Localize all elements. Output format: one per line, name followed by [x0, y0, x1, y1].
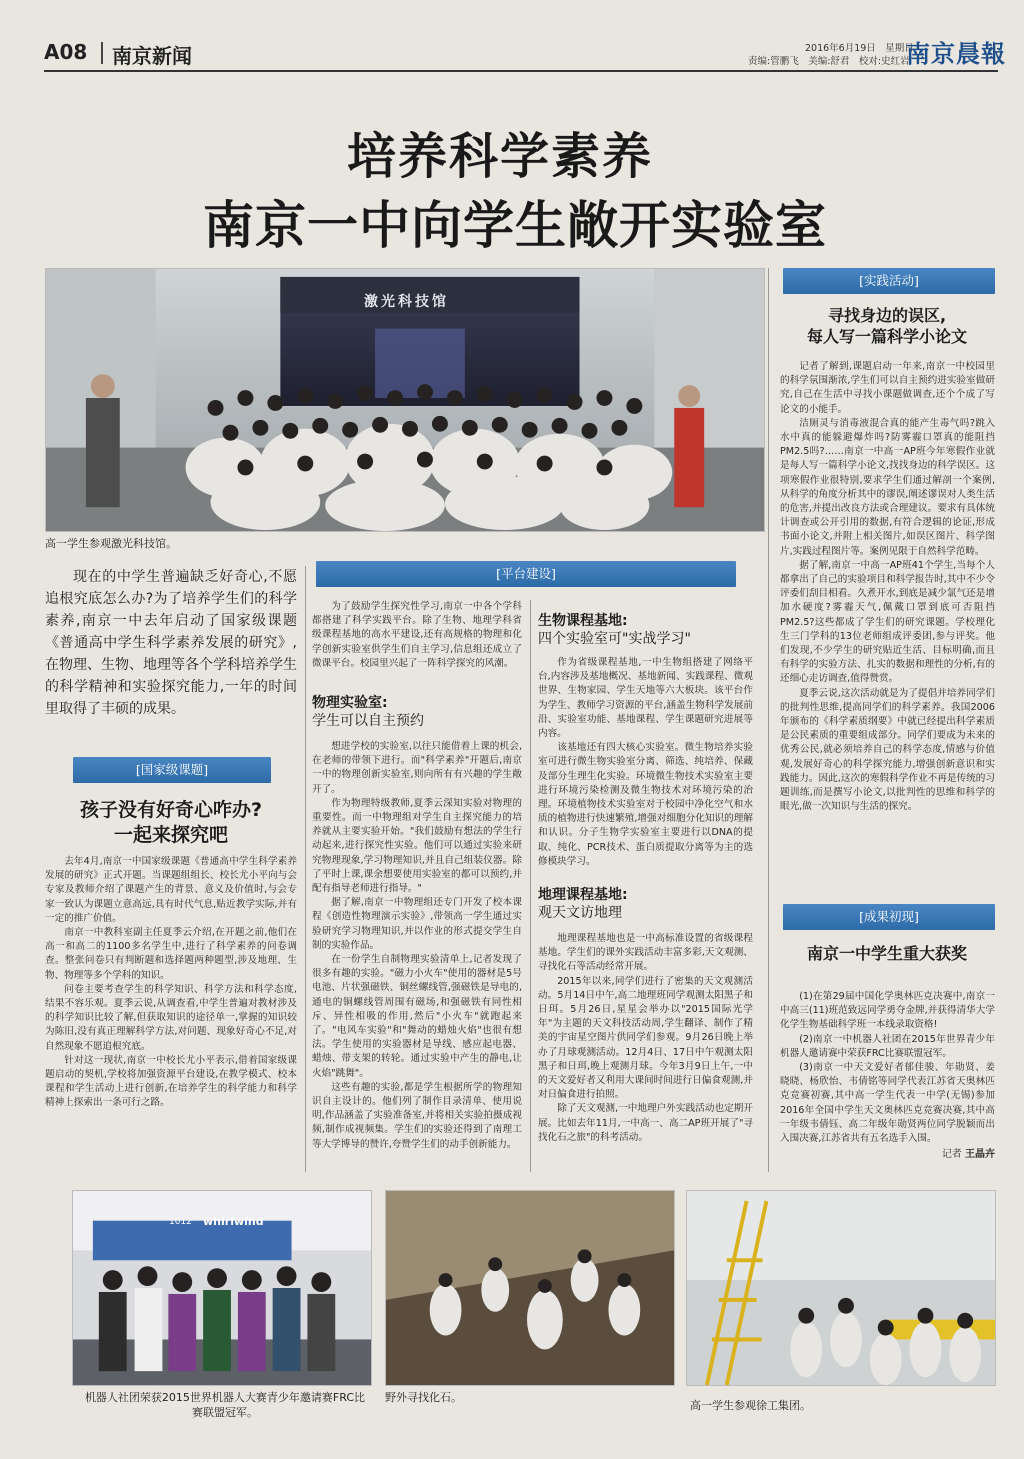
paragraph: 问卷主要考查学生的科学知识、科学方法和科学态度,结果不容乐观。夏季云说,从调查看,中学生普遍对教材涉及的科学知识比较了解,但获取知识的途径单一,掌握的知识较为陈旧,没有真正理解科学方法,对问题、现象好奇心不足,对自然现象不愿追根究底。	[45, 983, 297, 1052]
paragraph: 这些有趣的实验,都是学生根据所学的物理知识自主设计的。他们列了制作目录清单、使用说明,作品涵盖了实验准备室,并将相关实验拍摄成视频,制作成视频集。学生们的实验还得到了南理工等大学博导的赞许,夸赞学生们的动手创新能力。	[312, 1081, 522, 1150]
subhead-geography-base	[538, 886, 753, 922]
headline-line-2: 南京一中向学生敞开实验室	[202, 197, 827, 256]
column-rule	[530, 600, 531, 1172]
practice-activity-body	[780, 360, 995, 815]
subhead-geography-base-line-2: 观天文访地理	[538, 905, 622, 921]
byline-prefix: 记者	[941, 1149, 962, 1161]
reporter-byline	[780, 1148, 995, 1162]
subhead-physics-lab-line-1: 物理实验室:	[312, 695, 388, 711]
paragraph: (3)南京一中天文爱好者郁佳骏、年勋贤、姜晓晓、杨欣怡、韦倩铭等同学代表江苏省天奥林匹克竞赛初赛,其中高一学生代表一中学(无锡)参加2016年全国中学生天文奥林匹克竞赛决赛,其中高一年级韦倩钰、高二年级年勋贤两位同学脱颖而出入围决赛,江苏省共有五名选手入围。	[780, 1062, 995, 1145]
issue-date: 2016年6月19日 星期日	[805, 43, 914, 54]
paragraph: 据了解,南京一中物理组还专门开发了校本课程《创造性物理演示实验》,带领高一学生通过实验研究学习物理知识,并以作业的形式提交学生自制的实验作品。	[312, 897, 522, 951]
paragraph: 夏季云说,这次活动就是为了提倡并培养同学们的批判性思维,提高同学们的科学素养。我国2006年颁布的《科学素质纲要》中就已经提出科学素质是公民素质的重要组成部分。同学们要成为未来的优秀公民,就必须培养自己的科学态度,情感与价值观,发展好奇心的科学探究能力,增强创新意识和实践能力。因此,这次的寒假科学作业不再是传统的习题训练,而是撰写小论文,以批判性的思维和科学的眼光,做一次知识与生活的探究。	[780, 687, 995, 813]
tag-initial-results: [成果初现]	[783, 904, 995, 930]
subhead-science-paper-line-1: 寻找身边的误区,	[827, 306, 947, 325]
xcmg-caption: 高一学生参观徐工集团。	[690, 1399, 811, 1412]
subhead-curiosity	[45, 798, 297, 847]
tag-national-project: [国家级课题]	[73, 757, 271, 783]
paragraph: 该基地还有四大核心实验室。微生物培养实验室可进行微生物实验室分离、筛选、纯培养、保藏及部分生理生化实验。环境微生物技术实验室主要进行环境污染检测及微生物技术对环境污染的治理。环境植物技术实验室对于校园中净化空气和水质的植物进行快速繁殖,增强对细胞分化知识的理解和认识。分子生物学实验室主要进行以DNA的提取、纯化、PCR技术、蛋白质提取分离等为主的选修模块学习。	[538, 742, 753, 867]
subhead-curiosity-line-2: 一起来探究吧	[113, 823, 228, 846]
photo-xcmg-visit	[686, 1190, 996, 1386]
subhead-biology-base-line-1: 生物课程基地:	[538, 613, 628, 629]
physics-lab-body	[312, 740, 522, 1152]
tag-platform-building: [平台建设]	[316, 561, 736, 587]
robotics-caption: 机器人社团荣获2015世界机器人大赛青少年邀请赛FRC比赛联盟冠军。	[84, 1391, 366, 1419]
paragraph: 为了鼓励学生探究性学习,南京一中各个学科都搭建了科学实践平台。除了生物、地理学科省级课程基地的高水平建设,还有高规格的物理和化学创新实验室供学生们自主学习,信息组还成立了微课平台。校园里兴起了一阵科学探究的风潮。	[312, 601, 522, 669]
byline-name: 王晶卉	[965, 1149, 995, 1161]
fossil-caption: 野外寻找化石。	[385, 1391, 462, 1404]
museum-sign: 激光科技馆	[364, 294, 449, 310]
national-project-body	[45, 855, 297, 1111]
main-photo-laser-museum	[45, 268, 765, 532]
paragraph: 作为省级课程基地,一中生物组搭建了网络平台,内容涉及基地概况、基地新闻、实践课程、微观世界、生物家园、学生天地等六大板块。该平台作为学生、教师学习资源的平台,涵盖生物科学发展前沿、实验室功能、基地课程、学生课题研究进展等内容。	[538, 657, 753, 740]
platform-intro	[312, 600, 522, 671]
photo-fossil-hunting	[385, 1190, 675, 1386]
subhead-biology-base-line-2: 四个实验室可"实战学习"	[538, 631, 691, 647]
paragraph: (2)南京一中机器人社团在2015年世界青少年机器人邀请赛中荣获FRC比赛联盟冠军。	[780, 1033, 995, 1059]
subhead-biology-base	[538, 612, 753, 648]
lead-paragraph: 现在的中学生普遍缺乏好奇心,不愿追根究底怎么办?为了培养学生们的科学素养,南京一中去年启动了国家级课题《普通高中学生科学素养发展的研究》,在物理、生物、地理等各个学科培养学生的科学精神和实验探究能力,一年的时间里取得了丰硕的成果。	[45, 569, 297, 717]
subhead-physics-lab	[312, 694, 522, 730]
paragraph: 南京一中教科室副主任夏季云介绍,在开题之前,他们在高一和高二的1100多名学生中,进行了科学素养的问卷调查。整张问卷只有判断题和选择题两种题型,涉及地理、生物、物理等多个学科的知识。	[45, 927, 297, 981]
paragraph: 记者了解到,课题启动一年来,南京一中校园里的科学氛围渐浓,学生们可以自主预约进实验室做研究,自己在生活中寻找小课题做调查,还个个成了写论文的小能手。	[780, 361, 995, 415]
headline-line-1: 培养科学素养	[346, 128, 653, 185]
subhead-science-paper	[772, 306, 1002, 348]
header-divider	[101, 42, 103, 64]
page-number: A08	[44, 40, 88, 64]
paragraph: 想进学校的实验室,以往只能借着上课的机会,在老师的带领下进行。而"科学素养"开题后,南京一中的物理创新实验室,则向所有有兴趣的学生敞开了。	[312, 741, 522, 795]
newspaper-masthead-logo: 南京晨報	[906, 39, 1006, 68]
subhead-science-paper-line-2: 每人写一篇科学小论文	[806, 326, 967, 346]
paragraph: 针对这一现状,南京一中校长尤小平表示,借着国家级课题启动的契机,学校将加强资源平台建设,在教学模式、校本课程和学生活动上进行创新,在培养学生的科学能力和科学精神上探索出一条可行之路。	[45, 1054, 297, 1109]
subhead-major-awards: 南京一中学生重大获奖	[806, 944, 967, 963]
paragraph: 作为物理特级教师,夏季云深知实验对物理的重要性。而一中物理组对学生自主探究能力的培养就从主要实验开始。"我们鼓励有想法的学生行动起来,进行探究性实验。他们可以通过实验来研究物理现象,学习物理知识,并且自己组装仪器。除了平时上课,课余想要使用实验室的都可以预约,并配有指导老师进行指导。"	[312, 797, 522, 895]
main-photo-caption: 高一学生参观激光科技馆。	[45, 537, 177, 550]
paragraph: 在一份学生自制物理实验清单上,记者发现了很多有趣的实验。"磁力小火车"使用的器材是5号电池、片状强磁铁、铜丝螺线管,强磁铁是导电的,通电的铜螺线管周围有磁场,和强磁铁有同性相斥、异性相吸的作用,然后"小火车"就跑起来了。"电风车实验"和"舞动的蜡烛火焰"也很有想法。学生使用的实验器材是导线、感应起电器、蜡烛、带支架的转轮。通过实验中产生的静电,让火焰"跳舞"。	[312, 954, 522, 1079]
section-name: 南京新闻	[112, 44, 192, 68]
paragraph: 地理课程基地也是一中高标准设置的省级课程基地。学生们的课外实践活动丰富多彩,天文观测、寻找化石等活动经常开展。	[538, 933, 753, 973]
team-name-sign: whirlwind	[203, 1215, 264, 1228]
paragraph: 2015年以来,同学们进行了密集的天文观测活动。5月14日中午,高二地理班同学观测太阳黑子和日珥。5月26日,星星会举办以"2015国际光学年"为主题的天文科技活动周,学生翻译、制作了精美的宇宙星空图片供同学们参观。9月26日晚上举办了月球观测活动。12月4日、17日中午观测太阳黑子和日珥,晚上观测月球。今年3月9日上午,一中的天文爱好者又利用大课间时间进行日偏食观测,并对日偏食进行拍照。	[538, 975, 753, 1101]
biology-base-body	[538, 656, 753, 869]
paragraph: 据了解,南京一中高一AP班41个学生,当每个人都拿出了自己的实验项目和科学报告时,其中不少令评委们刮目相看。久煮开水,到底是减少氯气还是增加水硬度?雾霾天气,佩戴口罩到底可否阻挡PM2.5?这些都成了学生们的研究课题。学校理化生三门学科的13位老师组成评委团,参与评奖。他们发现,不少学生的研究贴近生活、目标明确,而且有科学的实验方法、扎实的数据和理性的分析,有的还细心走访调查,值得赞赏。	[780, 559, 995, 685]
booth-number-sign: 1012	[169, 1217, 192, 1227]
paragraph: 去年4月,南京一中国家级课题《普通高中学生科学素养发展的研究》正式开题。当课题组组长、校长尤小平向与会专家及教师介绍了课题产生的背景、意义及价值时,与会专家一致认为课题立意高远,具有时代气息,贴近教学实际,并有一定的推广价值。	[45, 856, 297, 924]
tag-practice-activity: [实践活动]	[783, 268, 995, 294]
paragraph: 洁厕灵与消毒液混合真的能产生毒气吗?跳入水中真的能躲避爆炸吗?防雾霾口罩真的能阻挡PM2.5吗?……南京一中高一AP班今年寒假作业就是每人写一篇科学小论文,找找身边的科学误区。这项寒假作业很特别,要求学生们通过解剖一个案例,从科学的角度分析其中的谬误,阐述谬误对人类生活的危害,并提出改良方法或合理建议。要求有具体统计调查或公开引用的数据,有符合逻辑的论证,形成书面小论文,并附上相关图片,如误区图片、科学图片,实践过程图片等。案例见限于自然科学范畴。	[780, 417, 995, 557]
paragraph: (1)在第29届中国化学奥林匹克决赛中,南京一中高三(11)班范致远同学勇夺金牌,并获得清华大学化学生物基础科学班一本线录取资格!	[780, 991, 995, 1031]
column-rule	[768, 268, 769, 1172]
subhead-geography-base-line-1: 地理课程基地:	[538, 887, 628, 903]
geography-base-body	[538, 932, 753, 1145]
column-rule	[305, 566, 306, 1172]
subhead-curiosity-line-1: 孩子没有好奇心咋办?	[79, 799, 263, 821]
photo-robotics-club	[72, 1190, 372, 1386]
paragraph: 除了天文观测,一中地理户外实践活动也定期开展。比如去年11月,一中高一、高二AP班开展了"寻找化石之旅"的科考活动。	[538, 1103, 753, 1143]
subhead-physics-lab-line-2: 学生可以自主预约	[312, 713, 424, 729]
awards-body	[780, 990, 995, 1162]
header-rule	[44, 70, 998, 72]
editor-credits: 责编:管鹏飞 美编:舒君 校对:史红岩	[748, 56, 910, 67]
